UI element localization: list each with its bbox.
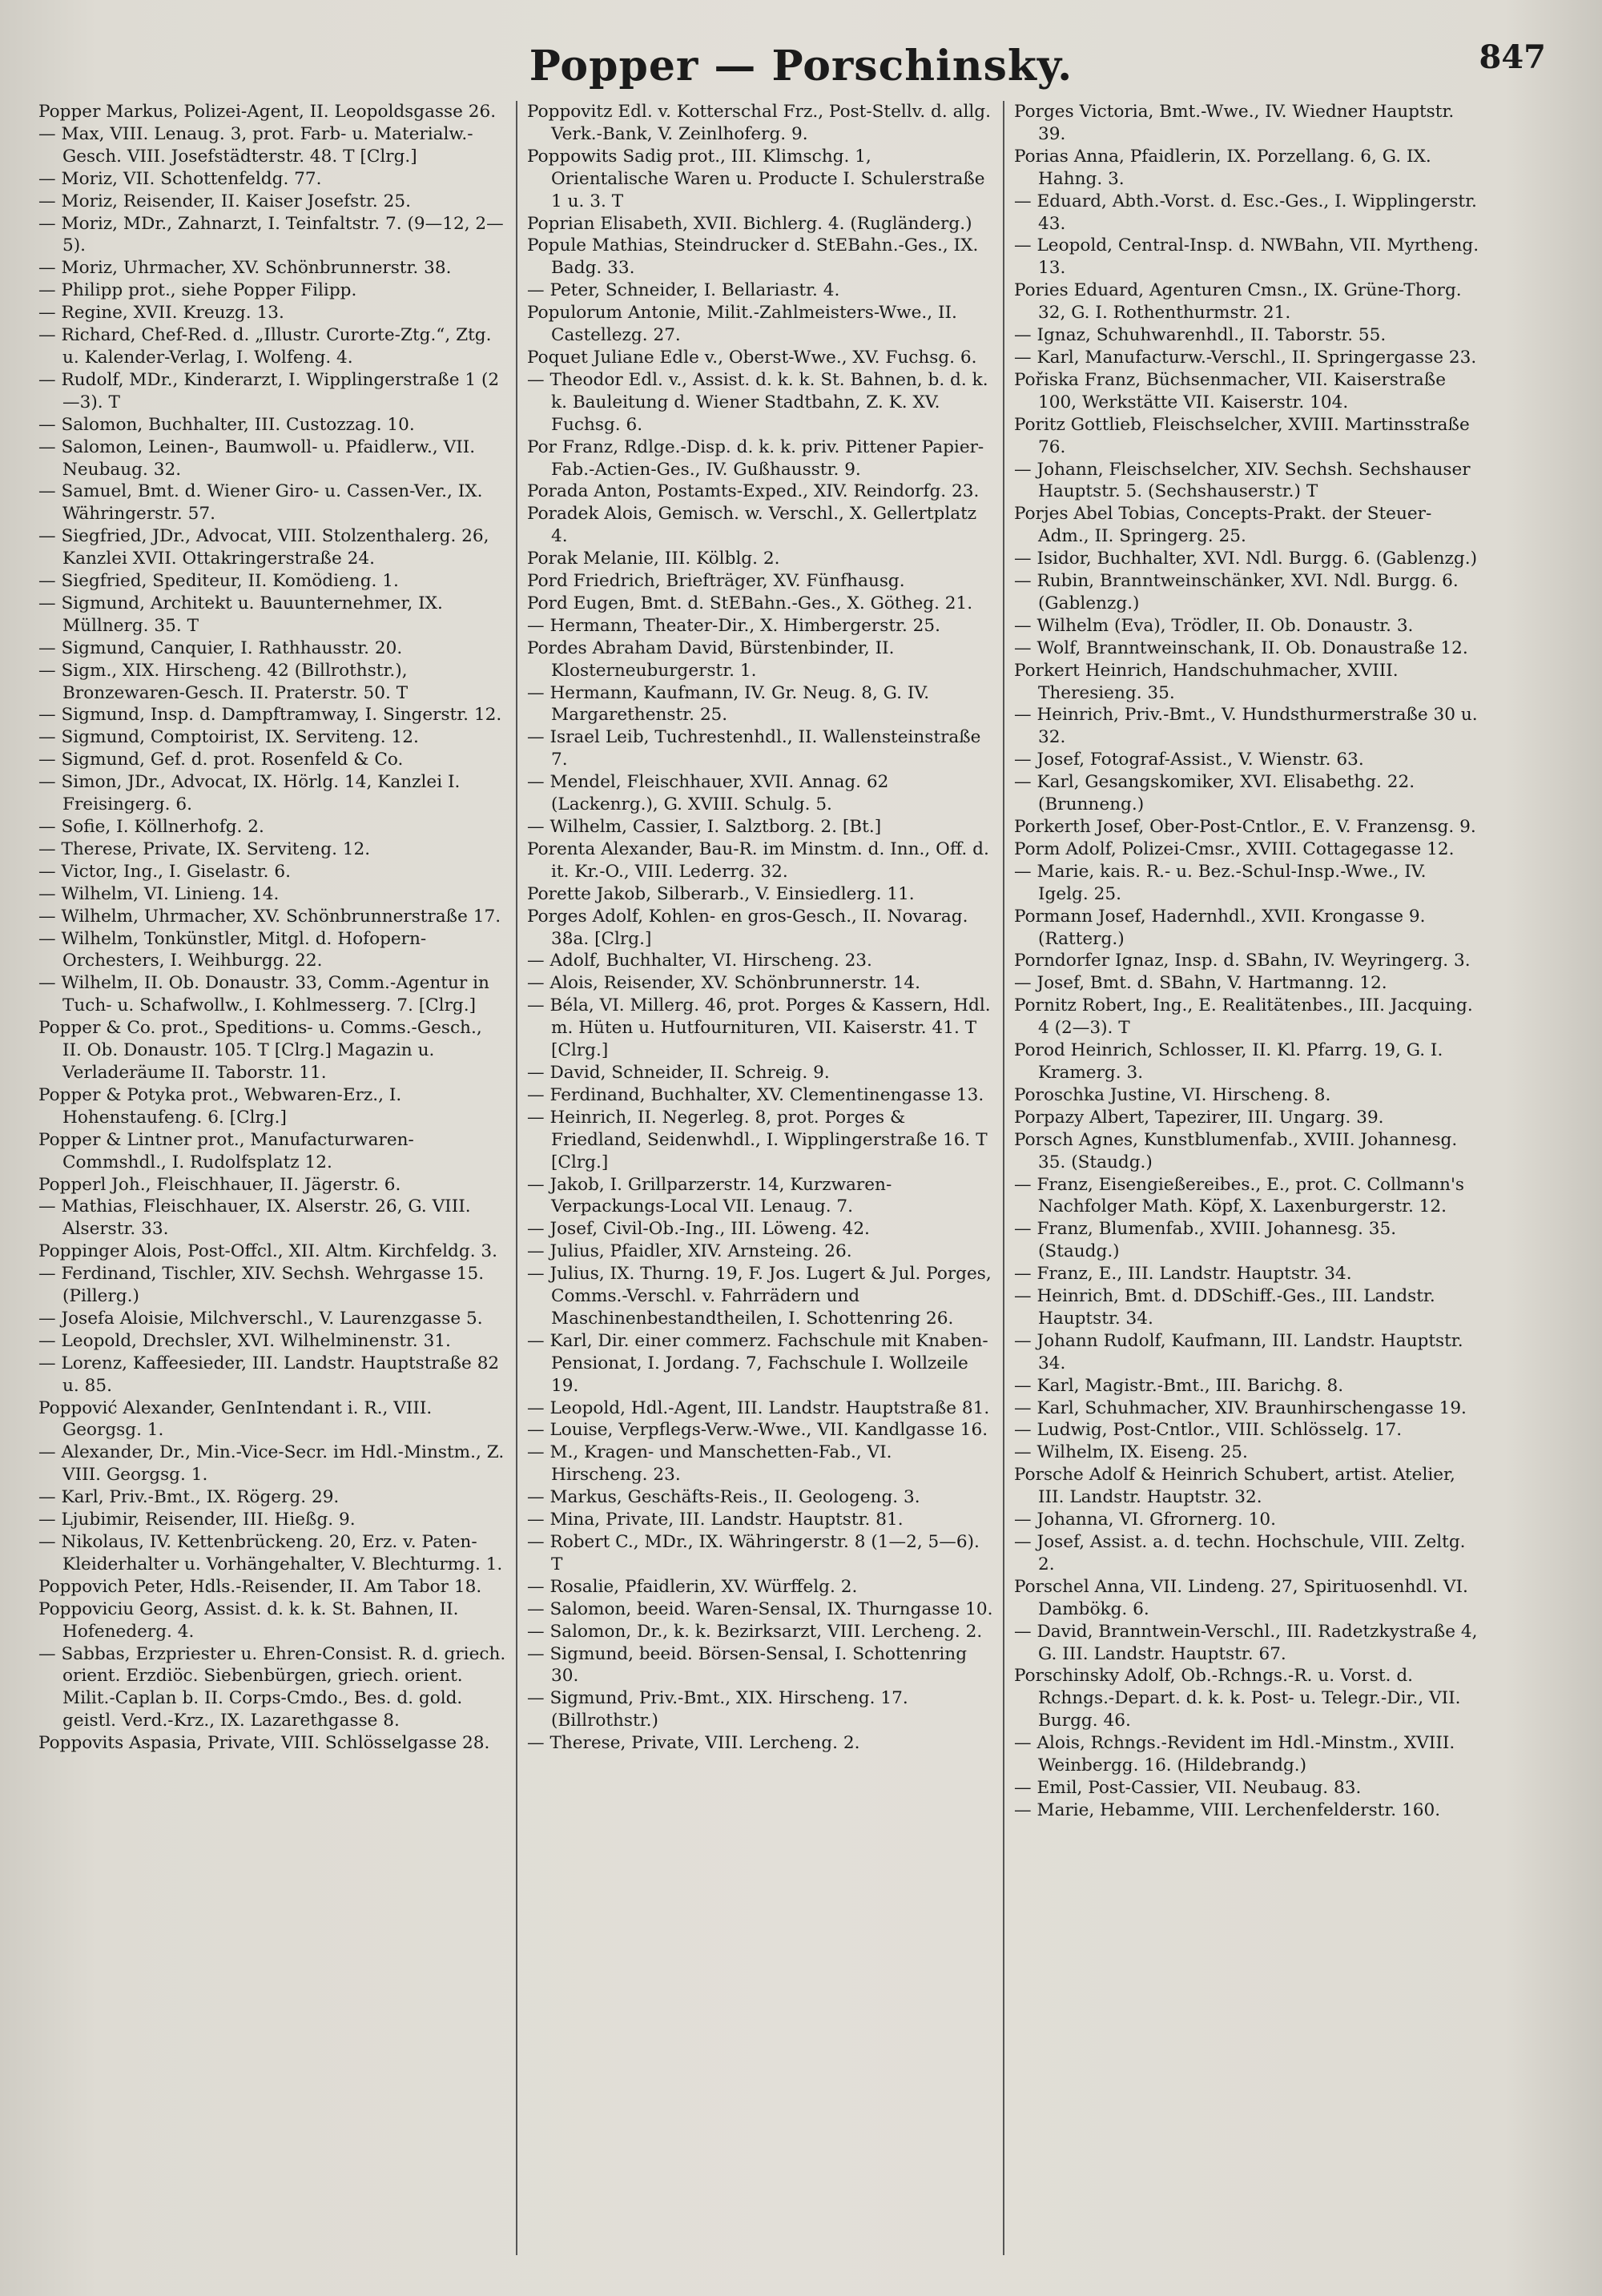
directory-entry: Porsch Agnes, Kunstblumenfab., XVIII. Johannesg. 35. (Staudg.) — [1014, 1129, 1458, 1172]
directory-entry: Porenta Alexander, Bau-R. im Minstm. d. Inn., Off. d. it. Kr.-O., VIII. Lederrg. 32. — [527, 838, 989, 882]
directory-columns — [29, 101, 1491, 2255]
directory-entry: — Isidor, Buchhalter, XVI. Ndl. Burgg. 6. (Gablenzg.) — [1014, 549, 1478, 569]
directory-entry: Pormann Josef, Hadernhdl., XVII. Krongasse 9. (Ratterg.) — [1014, 906, 1426, 949]
directory-entry: Porette Jakob, Silberarb., V. Einsiedlerg. 11. — [527, 883, 915, 904]
directory-entry: — Rubin, Branntweinschänker, XVI. Ndl. Burgg. 6. (Gablenzg.) — [1014, 571, 1459, 613]
directory-entry: Pordes Abraham David, Bürstenbinder, II. Klosterneuburgerstr. 1. — [527, 637, 895, 681]
directory-entry: — Moriz, Uhrmacher, XV. Schönbrunnerstr. 38. — [38, 258, 452, 279]
page-title: Popper — Porschinsky. — [529, 42, 1073, 90]
directory-entry: — Salomon, Dr., k. k. Bezirksarzt, VIII. Lercheng. 2. — [527, 1621, 983, 1642]
directory-entry: Porkert Heinrich, Handschuhmacher, XVIII. Theresieng. 35. — [1014, 660, 1399, 703]
directory-entry: — Salomon, Buchhalter, III. Custozzag. 10. — [38, 414, 415, 435]
directory-entry: — Simon, JDr., Advocat, IX. Hörlg. 14, Kanzlei I. Freisingerg. 6. — [38, 772, 461, 815]
directory-entry: Pord Friedrich, Briefträger, XV. Fünfhausg. — [527, 571, 905, 592]
directory-entry: Porm Adolf, Polizei-Cmsr., XVIII. Cottagegasse 12. — [1014, 838, 1455, 859]
directory-entry: — Heinrich, Priv.-Bmt., V. Hundsthurmerstraße 30 u. 32. — [1014, 705, 1478, 748]
directory-entry: — Leopold, Drechsler, XVI. Wilhelminenstr. 31. — [38, 1330, 451, 1351]
directory-entry: Poppovitz Edl. v. Kotterschal Frz., Post-Stellv. d. allg. Verk.-Bank, V. Zeinlhoferg. 9. — [527, 102, 991, 144]
directory-entry: — Wilhelm, Uhrmacher, XV. Schönbrunnerstraße 17. — [38, 906, 501, 927]
directory-entry: — Mina, Private, III. Landstr. Hauptstr. 81. — [527, 1510, 904, 1530]
directory-entry: Porndorfer Ignaz, Insp. d. SBahn, IV. Weyringerg. 3. — [1014, 951, 1471, 971]
directory-entry: — Hermann, Theater-Dir., X. Himbergerstr. 25. — [527, 615, 941, 636]
directory-entry: Poppovich Peter, Hdls.-Reisender, II. Am Tabor 18. — [38, 1576, 482, 1597]
directory-entry: — Richard, Chef-Red. d. „Illustr. Curorte-Ztg.“, Ztg. u. Kalender-Verlag, I. Wolfeng. 4. — [38, 325, 492, 368]
directory-entry: — M., Kragen- und Manschetten-Fab., VI. Hirscheng. 23. — [527, 1442, 892, 1486]
directory-entry: Porias Anna, Pfaidlerin, IX. Porzellang. 6, G. IX. Hahng. 3. — [1014, 146, 1431, 189]
directory-entry: — Ludwig, Post-Cntlor., VIII. Schlösselg. 17. — [1014, 1420, 1403, 1441]
directory-entry: Porak Melanie, III. Kölblg. 2. — [527, 549, 780, 569]
directory-entry: — Karl, Gesangskomiker, XVI. Elisabethg. 22. (Brunneng.) — [1014, 772, 1415, 815]
directory-entry: — Ferdinand, Tischler, XIV. Sechsh. Wehrgasse 15. (Pillerg.) — [38, 1264, 485, 1307]
directory-entry: — Eduard, Abth.-Vorst. d. Esc.-Ges., I. Wipplingerstr. 43. — [1014, 191, 1477, 234]
directory-entry: Porges Victoria, Bmt.-Wwe., IV. Wiedner Hauptstr. 39. — [1014, 102, 1455, 144]
directory-entry: — Johanna, VI. Gfrornerg. 10. — [1014, 1510, 1276, 1530]
directory-entry: — Wilhelm, VI. Linieng. 14. — [38, 883, 280, 904]
directory-entry: — Johann Rudolf, Kaufmann, III. Landstr. Hauptstr. 34. — [1014, 1330, 1463, 1373]
directory-entry: — Peter, Schneider, I. Bellariastr. 4. — [527, 280, 840, 301]
directory-entry: — Wilhelm, IX. Eiseng. 25. — [1014, 1442, 1248, 1463]
directory-entry: — Marie, kais. R.- u. Bez.-Schul-Insp.-Wwe., IV. Igelg. 25. — [1014, 861, 1427, 904]
directory-entry: — Rosalie, Pfaidlerin, XV. Würffelg. 2. — [527, 1576, 858, 1597]
directory-entry: — Franz, Blumenfab., XVIII. Johannesg. 35. (Staudg.) — [1014, 1219, 1397, 1262]
directory-entry: — Louise, Verpflegs-Verw.-Wwe., VII. Kandlgasse 16. — [527, 1420, 988, 1441]
directory-entry: Populorum Antonie, Milit.-Zahlmeisters-Wwe., II. Castellezg. 27. — [527, 303, 957, 346]
directory-entry: — Josef, Fotograf-Assist., V. Wienstr. 63. — [1014, 750, 1364, 770]
directory-entry: — Josef, Assist. a. d. techn. Hochschule, VIII. Zeltg. 2. — [1014, 1532, 1466, 1574]
page-number: 847 — [1479, 38, 1546, 76]
directory-entry: — Moriz, MDr., Zahnarzt, I. Teinfaltstr. 7. (9—12, 2—5). — [38, 213, 504, 256]
directory-entry: — Karl, Priv.-Bmt., IX. Rögerg. 29. — [38, 1487, 340, 1508]
directory-entry: — Sigm., XIX. Hirscheng. 42 (Billrothstr.), Bronzewaren-Gesch. II. Praterstr. 50. T — [38, 660, 409, 703]
directory-entry: — Sigmund, Comptoirist, IX. Serviteng. 12. — [38, 727, 419, 748]
directory-entry: Poppović Alexander, GenIntendant i. R., VIII. Georgsg. 1. — [38, 1397, 433, 1441]
directory-entry: — Karl, Manufacturw.-Verschl., II. Springergasse 23. — [1014, 347, 1477, 368]
directory-entry: — Wilhelm, II. Ob. Donaustr. 33, Comm.-Agentur in Tuch- u. Schafwollw., I. Kohlmesserg. 7. [Clrg.] — [38, 973, 489, 1016]
directory-entry: — Therese, Private, IX. Serviteng. 12. — [38, 838, 371, 859]
directory-entry: Popper & Potyka prot., Webwaren-Erz., I. Hohenstaufeng. 6. [Clrg.] — [38, 1084, 402, 1128]
directory-entry: — Josef, Bmt. d. SBahn, V. Hartmanng. 12. — [1014, 973, 1387, 994]
directory-entry: Pornitz Robert, Ing., E. Realitätenbes., III. Jacquing. 4 (2—3). T — [1014, 995, 1473, 1039]
directory-entry: — Marie, Hebamme, VIII. Lerchenfelderstr. 160. — [1014, 1799, 1441, 1820]
directory-entry: — Sigmund, beeid. Börsen-Sensal, I. Schottenring 30. — [527, 1643, 968, 1687]
directory-entry: — Rudolf, MDr., Kinderarzt, I. Wipplingerstraße 1 (2—3). T — [38, 369, 500, 412]
directory-entry: Poppowits Sadig prot., III. Klimschg. 1, Orientalische Waren u. Producte I. Schulerstraße 1 u. 3. T — [527, 146, 985, 211]
page-header — [0, 30, 1602, 94]
directory-entry: — Markus, Geschäfts-Reis., II. Geologeng. 3. — [527, 1487, 920, 1508]
directory-entry: — Samuel, Bmt. d. Wiener Giro- u. Cassen-Ver., IX. Währingerstr. 57. — [38, 481, 483, 525]
directory-entry: — Josef, Civil-Ob.-Ing., III. Löweng. 42. — [527, 1219, 870, 1240]
directory-entry: Porod Heinrich, Schlosser, II. Kl. Pfarrg. 19, G. I. Kramerg. 3. — [1014, 1040, 1443, 1083]
directory-entry: — Siegfried, Spediteur, II. Komödieng. 1. — [38, 571, 399, 592]
directory-entry: Porsche Adolf & Heinrich Schubert, artist. Atelier, III. Landstr. Hauptstr. 32. — [1014, 1465, 1455, 1508]
column-2 — [516, 101, 1003, 2255]
directory-entry: — Jakob, I. Grillparzerstr. 14, Kurzwaren-Verpackungs-Local VII. Lenaug. 7. — [527, 1174, 892, 1217]
directory-entry: — Nikolaus, IV. Kettenbrückeng. 20, Erz. v. Paten-Kleiderhalter u. Vorhängehalter, V. Blechturmg. 1. — [38, 1532, 503, 1574]
directory-entry: — Moriz, VII. Schottenfeldg. 77. — [38, 168, 322, 189]
directory-entry: — Mendel, Fleischhauer, XVII. Annag. 62 (Lackenrg.), G. XVIII. Schulg. 5. — [527, 772, 889, 815]
directory-entry: — David, Branntwein-Verschl., III. Radetzkystraße 4, G. III. Landstr. Hauptstr. 67. — [1014, 1621, 1478, 1664]
directory-entry: — Lorenz, Kaffeesieder, III. Landstr. Hauptstraße 82 u. 85. — [38, 1353, 500, 1396]
column-3 — [1003, 101, 1490, 2255]
directory-entry: — Julius, IX. Thurng. 19, F. Jos. Lugert & Jul. Porges, Comms.-Verschl. v. Fahrrädern und Maschinenbestandtheilen, I. Schottenring 26. — [527, 1264, 992, 1329]
directory-entry: Poradek Alois, Gemisch. w. Verschl., X. Gellertplatz 4. — [527, 504, 977, 547]
directory-entry: — Alois, Rchngs.-Revident im Hdl.-Minstm., XVIII. Weinbergg. 16. (Hildebrandg.) — [1014, 1733, 1455, 1776]
directory-entry: Popperl Joh., Fleischhauer, II. Jägerstr. 6. — [38, 1174, 401, 1195]
directory-entry: — Max, VIII. Lenaug. 3, prot. Farb- u. Materialw.-Gesch. VIII. Josefstädterstr. 48. T [Clrg.] — [38, 123, 473, 167]
directory-entry: — Victor, Ing., I. Giselastr. 6. — [38, 861, 291, 882]
directory-entry: — Alois, Reisender, XV. Schönbrunnerstr. 14. — [527, 973, 921, 994]
directory-entry: — Regine, XVII. Kreuzg. 13. — [38, 303, 284, 324]
directory-entry: — Ljubimir, Reisender, III. Hießg. 9. — [38, 1510, 356, 1530]
directory-entry: — Therese, Private, VIII. Lercheng. 2. — [527, 1733, 860, 1754]
directory-entry: — Philipp prot., siehe Popper Filipp. — [38, 280, 357, 301]
directory-entry: Poritz Gottlieb, Fleischselcher, XVIII. Martinsstraße 76. — [1014, 414, 1470, 457]
directory-entry: — Sigmund, Canquier, I. Rathhausstr. 20. — [38, 637, 403, 658]
directory-entry: — Salomon, Leinen-, Baumwoll- u. Pfaidlerw., VII. Neubaug. 32. — [38, 436, 476, 480]
directory-entry: — Béla, VI. Millerg. 46, prot. Porges & Kassern, Hdl. m. Hüten u. Hutfournituren, VII. Kaiserstr. 41. T [Clrg.] — [527, 995, 991, 1061]
directory-entry: Porges Adolf, Kohlen- en gros-Gesch., II. Novarag. 38a. [Clrg.] — [527, 906, 968, 949]
directory-entry: — Wilhelm (Eva), Trödler, II. Ob. Donaustr. 3. — [1014, 615, 1414, 636]
directory-entry: — Robert C., MDr., IX. Währingerstr. 8 (1—2, 5—6). T — [527, 1532, 980, 1574]
directory-entry: Porpazy Albert, Tapezirer, III. Ungarg. 39. — [1014, 1107, 1384, 1128]
directory-entry: — Julius, Pfaidler, XIV. Arnsteing. 26. — [527, 1241, 852, 1262]
directory-entry: — Karl, Schuhmacher, XIV. Braunhirschengasse 19. — [1014, 1397, 1467, 1418]
directory-entry: — Mathias, Fleischhauer, IX. Alserstr. 26, G. VIII. Alserstr. 33. — [38, 1196, 471, 1240]
directory-entry: — Israel Leib, Tuchrestenhdl., II. Wallensteinstraße 7. — [527, 727, 981, 770]
directory-entry: Poppoviciu Georg, Assist. d. k. k. St. Bahnen, II. Hofenederg. 4. — [38, 1598, 459, 1642]
directory-entry: — Sigmund, Gef. d. prot. Rosenfeld & Co. — [38, 750, 404, 770]
directory-entry: Poprian Elisabeth, XVII. Bichlerg. 4. (Rugländerg.) — [527, 213, 972, 234]
directory-entry: — Sigmund, Priv.-Bmt., XIX. Hirscheng. 17. (Billrothstr.) — [527, 1688, 908, 1731]
directory-entry: — Johann, Fleischselcher, XIV. Sechsh. Sechshauser Hauptstr. 5. (Sechshauserstr.) T — [1014, 459, 1471, 502]
directory-entry: — Karl, Dir. einer commerz. Fachschule mit Knaben-Pensionat, I. Jordang. 7, Fachschule I. Wollzeile 19. — [527, 1330, 988, 1396]
directory-entry: — David, Schneider, II. Schreig. 9. — [527, 1062, 830, 1083]
directory-entry: — Wilhelm, Cassier, I. Salztborg. 2. [Bt.] — [527, 817, 882, 837]
directory-entry: — Theodor Edl. v., Assist. d. k. k. St. Bahnen, b. d. k. k. Bauleitung d. Wiener Stadtbahn, Z. K. XV. Fuchsg. 6. — [527, 369, 988, 435]
directory-entry: — Sigmund, Insp. d. Dampftramway, I. Singerstr. 12. — [38, 705, 502, 726]
directory-entry: Porschinsky Adolf, Ob.-Rchngs.-R. u. Vorst. d. Rchngs.-Depart. d. k. k. Post- u. Telegr.-Dir., VII. Burgg. 46. — [1014, 1666, 1461, 1731]
directory-entry: — Wilhelm, Tonkünstler, Mitgl. d. Hofopern-Orchesters, I. Weihburgg. 22. — [38, 928, 427, 971]
directory-entry: Porada Anton, Postamts-Exped., XIV. Reindorfg. 23. — [527, 481, 980, 502]
directory-entry: Popper & Lintner prot., Manufacturwaren-Commshdl., I. Rudolfsplatz 12. — [38, 1129, 414, 1172]
directory-entry: Popule Mathias, Steindrucker d. StEBahn.-Ges., IX. Badg. 33. — [527, 235, 979, 279]
directory-entry: — Sigmund, Architekt u. Bauunternehmer, IX. Müllnerg. 35. T — [38, 593, 443, 636]
directory-entry: Poppinger Alois, Post-Offcl., XII. Altm. Kirchfeldg. 3. — [38, 1241, 498, 1262]
directory-entry: Pořiska Franz, Büchsenmacher, VII. Kaiserstraße 100, Werkstätte VII. Kaiserstr. 104. — [1014, 369, 1446, 412]
directory-entry: — Franz, Eisengießereibes., E., prot. C. Collmann's Nachfolger Math. Köpf, X. Laxenburgerstr. 12. — [1014, 1174, 1464, 1217]
directory-entry: — Moriz, Reisender, II. Kaiser Josefstr. 25. — [38, 191, 411, 211]
directory-entry: — Leopold, Hdl.-Agent, III. Landstr. Hauptstraße 81. — [527, 1397, 990, 1418]
directory-entry: — Karl, Magistr.-Bmt., III. Barichg. 8. — [1014, 1375, 1344, 1396]
directory-entry: Porschel Anna, VII. Lindeng. 27, Spirituosenhdl. VI. Dambökg. 6. — [1014, 1576, 1468, 1619]
directory-entry: — Salomon, beeid. Waren-Sensal, IX. Thurngasse 10. — [527, 1598, 993, 1619]
directory-entry: Por Franz, Rdlge.-Disp. d. k. k. priv. Pittener Papier-Fab.-Actien-Ges., IV. Gußhausstr. 9. — [527, 436, 984, 480]
directory-entry: — Hermann, Kaufmann, IV. Gr. Neug. 8, G. IV. Margarethenstr. 25. — [527, 682, 930, 726]
directory-entry: Porkerth Josef, Ober-Post-Cntlor., E. V. Franzensg. 9. — [1014, 817, 1476, 837]
directory-entry: — Alexander, Dr., Min.-Vice-Secr. im Hdl.-Minstm., Z. VIII. Georgsg. 1. — [38, 1442, 505, 1486]
directory-entry: Pord Eugen, Bmt. d. StEBahn.-Ges., X. Götheg. 21. — [527, 593, 973, 613]
directory-entry: Popper & Co. prot., Speditions- u. Comms.-Gesch., II. Ob. Donaustr. 105. T [Clrg.] Magazin u. Verladeräume II. Taborstr. 11. — [38, 1018, 482, 1083]
directory-entry: Pories Eduard, Agenturen Cmsn., IX. Grüne-Thorg. 32, G. I. Rothenthurmstr. 21. — [1014, 280, 1462, 324]
directory-entry: Porjes Abel Tobias, Concepts-Prakt. der Steuer-Adm., II. Springerg. 25. — [1014, 504, 1432, 547]
directory-entry: — Heinrich, Bmt. d. DDSchiff.-Ges., III. Landstr. Hauptstr. 34. — [1014, 1286, 1435, 1329]
directory-entry: — Wolf, Branntweinschank, II. Ob. Donaustraße 12. — [1014, 637, 1468, 658]
directory-entry: — Ignaz, Schuhwarenhdl., II. Taborstr. 55. — [1014, 325, 1387, 346]
directory-entry: Popper Markus, Polizei-Agent, II. Leopoldsgasse 26. — [38, 102, 497, 122]
directory-entry: Poppovits Aspasia, Private, VIII. Schlösselgasse 28. — [38, 1733, 490, 1754]
directory-entry: — Ferdinand, Buchhalter, XV. Clementinengasse 13. — [527, 1084, 984, 1105]
directory-entry: — Adolf, Buchhalter, VI. Hirscheng. 23. — [527, 951, 872, 971]
directory-entry: — Heinrich, II. Negerleg. 8, prot. Porges & Friedland, Seidenwhdl., I. Wipplingerstraße 16. T [Clrg.] — [527, 1107, 988, 1172]
column-1 — [29, 101, 516, 2255]
directory-entry: — Sabbas, Erzpriester u. Ehren-Consist. R. d. griech. orient. Erzdiöc. Siebenbürgen, griech. orient. Milit.-Caplan b. II. Corps-Cmdo., Bes. d. gold. geistl. Verd.-Krz., IX. Lazarethgasse 8. — [38, 1643, 506, 1731]
directory-entry: — Emil, Post-Cassier, VII. Neubaug. 83. — [1014, 1777, 1362, 1798]
directory-entry: — Sofie, I. Köllnerhofg. 2. — [38, 817, 264, 837]
directory-entry: — Leopold, Central-Insp. d. NWBahn, VII. Myrtheng. 13. — [1014, 235, 1479, 279]
directory-entry: — Siegfried, JDr., Advocat, VIII. Stolzenthalerg. 26, Kanzlei XVII. Ottakringerstraße 24. — [38, 526, 489, 569]
directory-entry: Poquet Juliane Edle v., Oberst-Wwe., XV. Fuchsg. 6. — [527, 347, 977, 368]
directory-entry: Poroschka Justine, VI. Hirscheng. 8. — [1014, 1084, 1331, 1105]
directory-entry: — Josefa Aloisie, Milchverschl., V. Laurenzgasse 5. — [38, 1308, 483, 1329]
directory-entry: — Franz, E., III. Landstr. Hauptstr. 34. — [1014, 1264, 1352, 1285]
